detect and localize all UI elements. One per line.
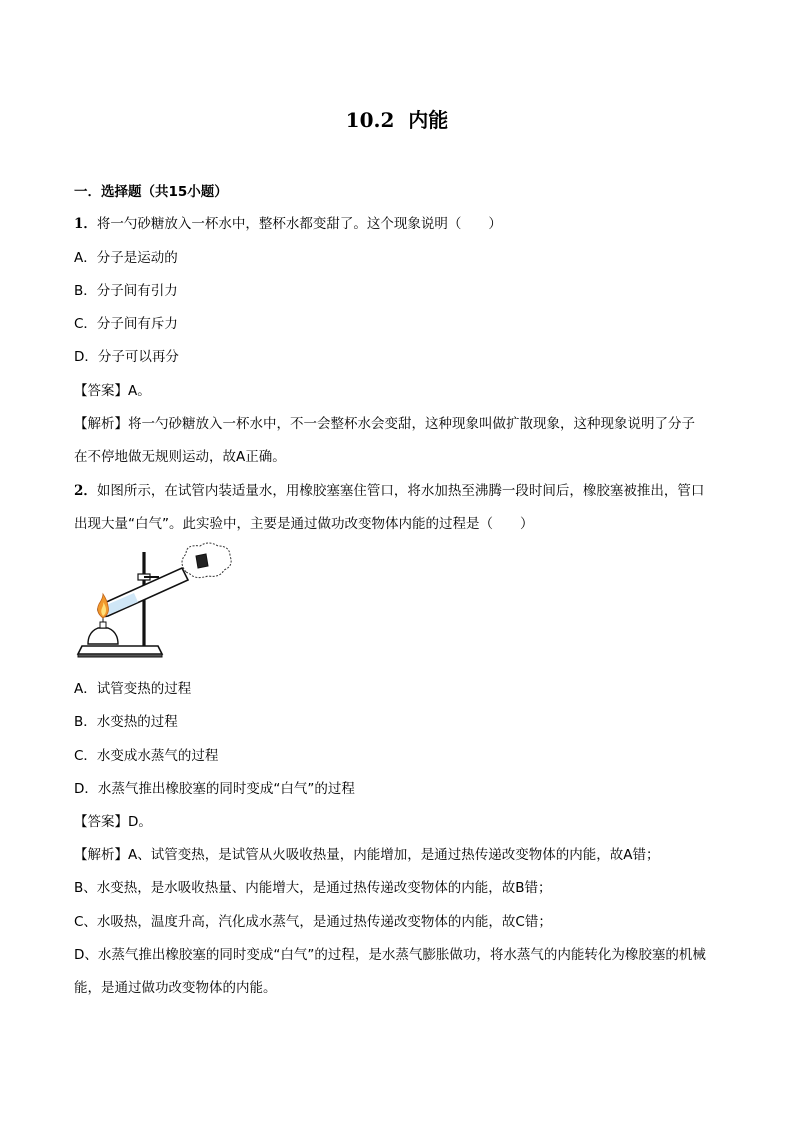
question-2-number: 2． [74,483,97,499]
question-2-option-d: D．水蒸气推出橡胶塞的同时变成“白气”的过程 [74,781,355,797]
experiment-diagram [74,542,234,664]
question-1-stem [74,214,502,234]
question-2-analysis-line-3: C、水吸热，温度升高，汽化成水蒸气，是通过热传递改变物体的内能，故C错； [74,914,552,930]
question-2-stem-line-2: 出现大量“白气”。此实验中，主要是通过做功改变物体内能的过程是（ ） [74,516,534,532]
question-1-number: 1． [74,216,97,232]
section-heading: 一．选择题（共15小题） [74,184,228,200]
question-2-analysis-line-1: 【解析】A、试管变热，是试管从火吸收热量，内能增加，是通过热传递改变物体的内能，故A错； [74,847,660,863]
question-1-option-d: D．分子可以再分 [74,349,179,365]
question-2-analysis-line-2: B、水变热，是水吸收热量、内能增大，是通过热传递改变物体的内能，故B错； [74,880,552,896]
question-1-analysis-line-2: 在不停地做无规则运动，故A正确。 [74,449,286,465]
question-2-stem-line-1 [74,481,704,501]
question-2-option-b: B．水变热的过程 [74,714,178,730]
alcohol-lamp [88,618,118,644]
question-2-option-a: A．试管变热的过程 [74,681,192,697]
page-title: 10.2 内能 [345,108,449,132]
question-1-option-b: B．分子间有引力 [74,283,178,299]
question-1-text: 将一勺砂糖放入一杯水中，整杯水都变甜了。这个现象说明（ ） [96,216,502,232]
question-2-analysis-line-5: 能，是通过做功改变物体的内能。 [74,980,277,996]
question-2-analysis-line-4: D、水蒸气推出橡胶塞的同时变成“白气”的过程，是水蒸气膨胀做功，将水蒸气的内能转化为橡胶塞的机械 [74,947,706,963]
flame-icon [98,594,109,618]
question-1-analysis-line-1: 【解析】将一勺砂糖放入一杯水中，不一会整杯水会变甜，这种现象叫做扩散现象，这种现象说明了分子 [74,416,695,432]
question-2-text-1: 如图所示，在试管内装适量水，用橡胶塞塞住管口，将水加热至沸腾一段时间后，橡胶塞被推出，管口 [96,483,705,499]
question-2-option-c: C．水变成水蒸气的过程 [74,748,219,764]
question-1-option-c: C．分子间有斥力 [74,316,178,332]
question-2-answer: 【答案】D。 [74,814,152,830]
question-1-answer: 【答案】A。 [74,383,151,399]
stand-base [78,646,162,657]
rubber-stopper [196,554,208,568]
question-1-option-a: A．分子是运动的 [74,250,178,266]
